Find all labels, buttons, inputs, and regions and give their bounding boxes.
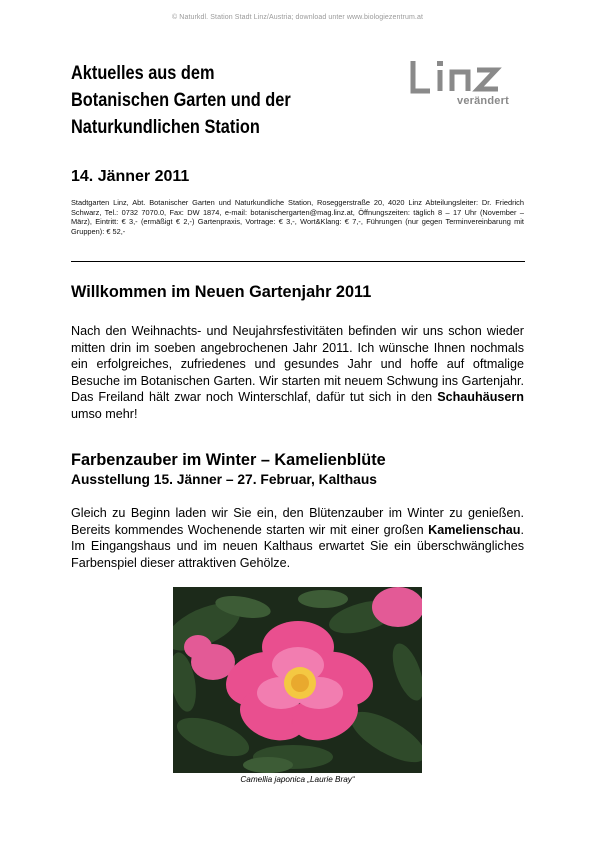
title-line-1: Aktuelles aus dem xyxy=(71,63,215,84)
address-block: Stadtgarten Linz, Abt. Botanischer Garten und Naturkundliche Station, Roseggerstraße 20, 4020 Linz Abteilungsleiter: Dr. Friedrich Schwarz, Tel.: 0732 7070.0, Fax: DW 1874, e-mail: botanischergarten@mag.linz.at, Öffnungszeiten: täglich 8 – 17 Uhr (November – März), Eintritt: € 3,- (ermäßigt € 2,-) Gartenpraxis, Vortrage: € 3,-, Wort&Klang: € 7,-, Führungen (nur gegen Terminvereinbarung mit Gruppen): € 52,- xyxy=(71,198,524,237)
title-line-3: Naturkundlichen Station xyxy=(71,117,260,138)
photo-caption: Camellia japonica „Laurie Bray“ xyxy=(240,775,355,784)
linz-logo xyxy=(410,58,520,110)
page-title xyxy=(71,60,346,141)
camellia-photo xyxy=(173,587,422,773)
watermark: © Naturkdl. Station Stadt Linz/Austria; download unter www.biologiezentrum.at xyxy=(172,14,423,21)
title-line-2: Botanischen Garten und der xyxy=(71,90,291,111)
section-paragraph-camellia: Gleich zu Beginn laden wir Sie ein, den Blütenzauber im Winter zu genießen. Bereits kommendes Wochenende starten wir mit einer großen Kamelienschau. Im Eingangshaus und im neuen Kalthaus erwartet Sie ein überschwängliches Farbenspiel dieser attraktiven Gehölze. xyxy=(71,506,524,570)
section-paragraph-welcome: Nach den Weihnachts- und Neujahrsfestivitäten befinden wir uns schon wieder mitten drin im soeben angebrochenen Jahr 2011. Ich wünsche Ihnen nochmals ein erfolgreiches, zufriedenes und gesundes Jahr und hoffe auf oftmalige Besuche im Botanischen Garten. Wir starten mit neuem Schwung ins Gartenjahr. Das Freiland hält zwar noch Winterschlaf, dafür tut sich in den Schauhäusern umso mehr! xyxy=(71,324,524,421)
issue-date: 14. Jänner 2011 xyxy=(71,168,190,185)
divider xyxy=(71,261,525,262)
logo-subtitle: verändert xyxy=(457,95,509,107)
section-heading-camellia: Farbenzauber im Winter – Kamelienblüte xyxy=(71,451,386,469)
section-subheading-exhibition: Ausstellung 15. Jänner – 27. Februar, Kalthaus xyxy=(71,472,377,487)
bold-term: Schauhäusern xyxy=(437,390,524,405)
section-heading-welcome: Willkommen im Neuen Gartenjahr 2011 xyxy=(71,283,372,301)
bold-term: Kamelienschau xyxy=(428,522,521,537)
